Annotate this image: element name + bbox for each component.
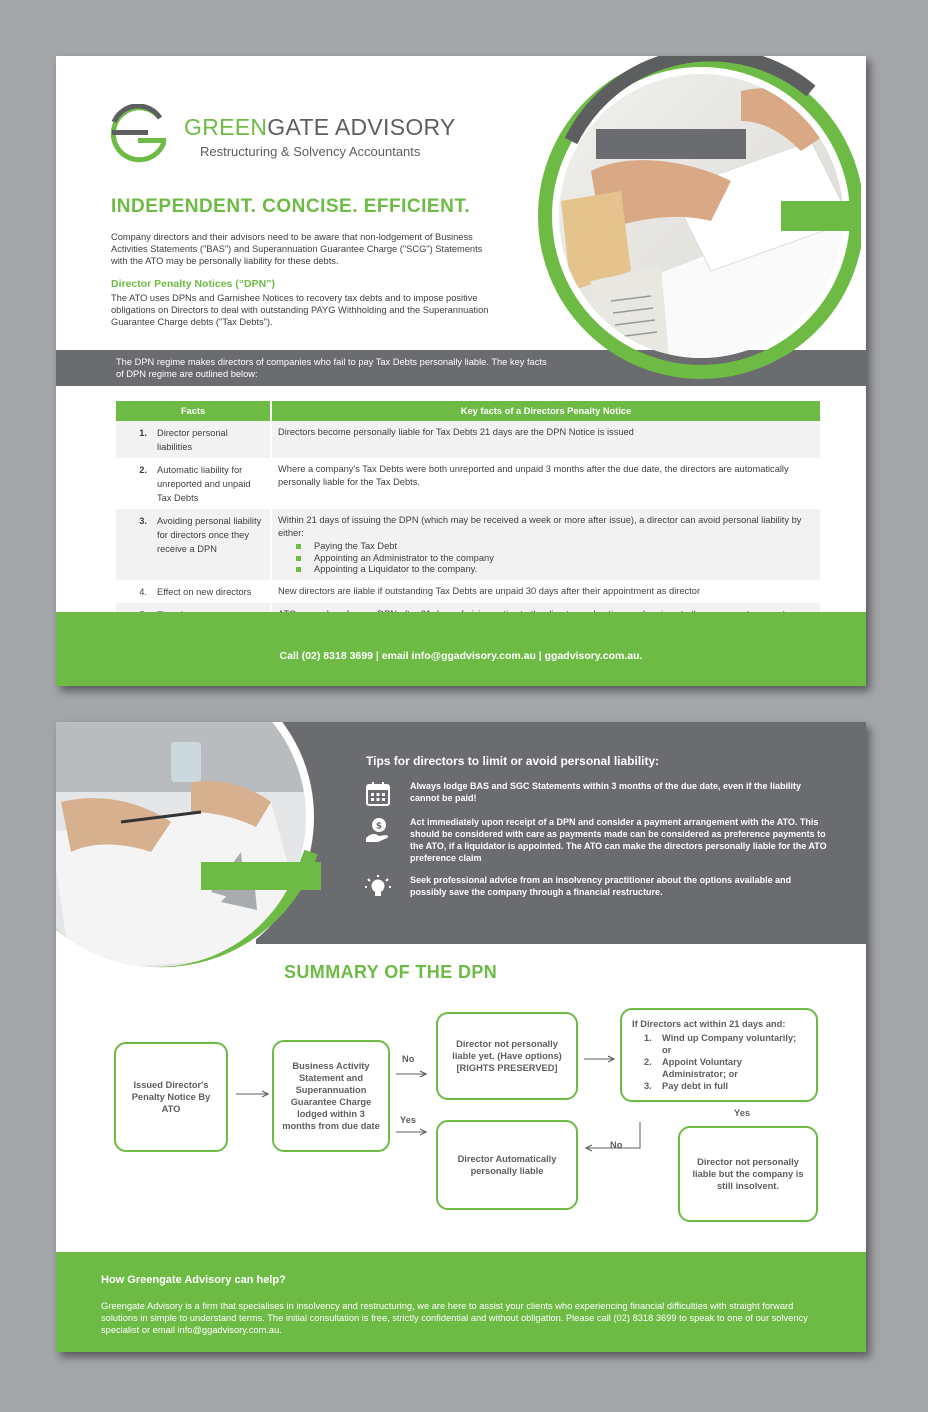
avoid-options-list	[278, 541, 814, 576]
flow-box-text: Director Automatically personally liable	[457, 1154, 557, 1176]
intro-paragraph: Company directors and their advisors need to be aware that non-lodgement of Business Activities Statements ("BAS") and Superannuation Guarantee Charge ("SCG") Statements with the ATO may be personally liability for these debts.	[111, 232, 483, 266]
table-row	[116, 509, 820, 580]
table-header-key-facts: Key facts of a Directors Penalty Notice	[271, 401, 820, 421]
brand-name: GREENGATE ADVISORY	[184, 114, 456, 140]
row-description: Directors become personally liable for Tax Debts 21 days are the DPN Notice is issued	[271, 421, 820, 458]
greengate-logo-icon	[108, 104, 170, 166]
tip-text: Always lodge BAS and SGC Statements within 3 months of the due date, even if the liability cannot be paid!	[410, 781, 802, 803]
list-item: Appointing an Administrator to the company	[296, 553, 814, 565]
flow-label-yes: Yes	[734, 1108, 751, 1118]
footer-band	[56, 612, 866, 686]
lightbulb-icon	[364, 874, 392, 902]
calendar-icon	[364, 780, 392, 808]
list-item: 2. Appoint Voluntary Administrator; or	[644, 1057, 742, 1079]
row-number: 4.	[116, 580, 151, 603]
flyer-page-back	[56, 722, 866, 1352]
table-header-facts: Facts	[116, 401, 271, 421]
flow-box-text: If Directors act within 21 days and:	[632, 1019, 786, 1029]
row-number: 2.	[116, 458, 151, 509]
tips-title: Tips for directors to limit or avoid personal liability:	[366, 754, 660, 768]
row-fact: Effect on new directors	[151, 580, 271, 603]
flow-label-no: No	[402, 1054, 415, 1064]
row-description: Where a company's Tax Debts were both unreported and unpaid 3 months after the due date, the directors are automatically personally liable for the Tax Debts.	[271, 458, 820, 509]
help-text: Greengate Advisory is a firm that specialises in insolvency and restructuring, we are here to assist your clients who experiencing financial difficulties with straight forward solutions in simple to understand terms. The initial consultation is free, strictly confidential and without obligation. Please call (02) 8318 3699 to speak to one of our solvency specialist or email info@ggadvisory.com.au.	[101, 1301, 808, 1335]
company-logo	[108, 104, 456, 166]
flow-box-text: Issued Director's Penalty Notice By ATO	[131, 1080, 211, 1114]
summary-title: SUMMARY OF THE DPN	[284, 962, 498, 982]
list-item: Paying the Tax Debt	[296, 541, 814, 553]
headline: INDEPENDENT. CONCISE. EFFICIENT.	[111, 196, 471, 217]
flow-box-text: Business Activity Statement and Superannuation Guarantee Charge lodged within 3 months from due date	[282, 1061, 380, 1131]
list-item: 1. Wind up Company voluntarily; or	[644, 1033, 797, 1055]
flow-box-text: Director not personally liable yet. (Have options) [RIGHTS PRESERVED]	[452, 1039, 562, 1073]
flow-label-yes: Yes	[400, 1115, 417, 1125]
money-hand-icon	[364, 816, 392, 844]
row-description-text: Within 21 days of issuing the DPN (which may be received a week or more after issue), a director can avoid personal liability by either:	[278, 515, 802, 538]
row-number: 1.	[116, 421, 151, 458]
meeting-photo-circle	[56, 722, 321, 982]
row-fact: Automatic liability for unreported and unpaid Tax Debts	[151, 458, 271, 509]
table-row	[116, 458, 820, 509]
row-description: New directors are liable if outstanding Tax Debts are unpaid 30 days after their appointment as director	[271, 580, 820, 603]
flow-box-act-within-21-days	[620, 1008, 818, 1102]
flow-box-text: Director not personally liable but the company is still insolvent.	[692, 1157, 804, 1191]
row-number: 3.	[116, 509, 151, 580]
footer-contact[interactable]: Call (02) 8318 3699 | email info@ggadvisory.com.au | ggadvisory.com.au.	[279, 650, 643, 662]
flow-box-not-liable-insolvent	[678, 1126, 818, 1222]
handshake-photo-circle	[511, 56, 861, 396]
svg-text:$: $	[375, 821, 383, 832]
flow-box-issued-notice	[114, 1042, 228, 1152]
tip-text: Act immediately upon receipt of a DPN and consider a payment arrangement with the ATO. This should be considered with care as payments made can be considered as preference payments to the ATO, if a liquidator is appointed. The ATO can make the directors personally liable for the ATO preference claim	[410, 817, 827, 863]
row-description	[271, 509, 820, 580]
brand-tagline: Restructuring & Solvency Accountants	[200, 144, 421, 159]
flow-box-not-liable-yet	[436, 1012, 578, 1100]
dpn-paragraph: The ATO uses DPNs and Garnishee Notices to recovery tax debts and to impose positive obligations on Directors to deal with outstanding PAYG Withholding and the Superannuation Guarantee Charge debts ("Tax Debts").	[111, 293, 489, 327]
table-row	[116, 580, 820, 603]
flow-box-bas-lodged	[272, 1040, 390, 1152]
row-fact: Avoiding personal liability for directors once they receive a DPN	[151, 509, 271, 580]
list-item: 3. Pay debt in full	[644, 1081, 729, 1091]
dpn-subheading: Director Penalty Notices (“DPN”)	[111, 278, 275, 290]
band-text: The DPN regime makes directors of companies who fail to pay Tax Debts personally liable. The key facts of DPN regime are outlined below:	[116, 357, 547, 379]
list-item: Appointing a Liquidator to the company.	[296, 564, 814, 576]
flow-box-automatically-liable	[436, 1120, 578, 1210]
dpn-facts-table	[116, 401, 820, 626]
flyer-page-front	[56, 56, 866, 686]
flow-label-no: No	[610, 1140, 623, 1150]
row-fact: Director personal liabilities	[151, 421, 271, 458]
options-list	[632, 1032, 806, 1092]
help-title: How Greengate Advisory can help?	[101, 1274, 286, 1286]
table-row	[116, 421, 820, 458]
tip-text: Seek professional advice from an insolvency practitioner about the options available and possibly save the company through a financial restructure.	[410, 875, 792, 897]
